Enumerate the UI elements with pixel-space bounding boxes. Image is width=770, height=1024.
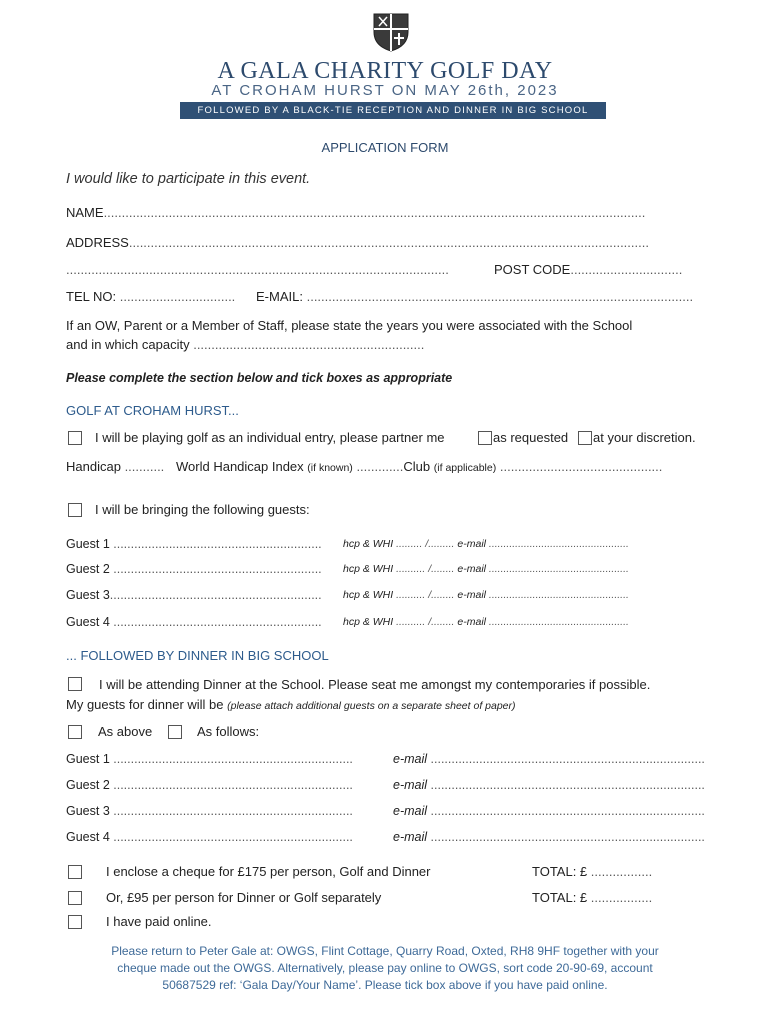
golf-guest-hcp[interactable]: hcp & WHI .......... /........ e-mail ................................................ xyxy=(343,563,629,575)
dinner-email-label: e-mail xyxy=(393,778,428,792)
dinner-email-label: e-mail xyxy=(393,752,428,766)
golf-guest-hcp[interactable]: hcp & WHI ......... /......... e-mail ................................................ xyxy=(343,538,629,550)
dinner-guests-line xyxy=(66,697,516,712)
dinner-guest-row[interactable]: Guest 4 ..................................................................... xyxy=(66,830,353,844)
dinner-email-label: e-mail xyxy=(393,804,428,818)
dinner-guest-row[interactable]: Guest 2 ..................................................................... xyxy=(66,778,353,792)
at-discretion-checkbox[interactable] xyxy=(578,431,592,445)
dinner-guest-email[interactable]: e-mail ............................................................................... xyxy=(393,830,705,844)
golf-guest-label: Guest 2 xyxy=(66,562,110,576)
golf-guest-label: Guest 4 xyxy=(66,615,110,629)
hcp-label: hcp & WHI xyxy=(343,538,394,550)
hcp-label: hcp & WHI xyxy=(343,563,394,575)
individual-entry-checkbox[interactable] xyxy=(68,431,82,445)
guest-email-label: e-mail xyxy=(457,616,486,628)
attending-dinner-label: I will be attending Dinner at the School. Please seat me amongst my contemporaries if possible. xyxy=(99,677,651,692)
cheque-label: I enclose a cheque for £175 per person, Golf and Dinner xyxy=(106,864,431,879)
bringing-guests-label: I will be bringing the following guests: xyxy=(95,502,310,517)
total-label: TOTAL: £ xyxy=(532,890,588,905)
dinner-guests-note: (please attach additional guests on a separate sheet of paper) xyxy=(227,700,516,712)
email-label: E-MAIL: xyxy=(256,289,303,304)
name-field[interactable]: NAME...................................................................................................................................................... xyxy=(66,205,646,220)
golf-guest-label: Guest 3 xyxy=(66,588,110,602)
form-heading: APPLICATION FORM xyxy=(321,140,449,155)
separate-checkbox[interactable] xyxy=(68,891,82,905)
handicap-field[interactable]: Handicap ........... xyxy=(66,459,165,474)
dinner-heading: ... FOLLOWED BY DINNER IN BIG SCHOOL xyxy=(66,648,329,663)
golf-guest-hcp[interactable]: hcp & WHI .......... /........ e-mail ................................................ xyxy=(343,616,629,628)
association-field[interactable]: and in which capacity ................................................................ xyxy=(66,337,425,352)
at-discretion-label: at your discretion. xyxy=(593,430,696,445)
event-banner: FOLLOWED BY A BLACK-TIE RECEPTION AND DINNER IN BIG SCHOOL xyxy=(180,102,606,119)
attending-dinner-checkbox[interactable] xyxy=(68,677,82,691)
whi-if-known: (if known) xyxy=(307,462,353,474)
as-follows-checkbox[interactable] xyxy=(168,725,182,739)
as-requested-label: as requested xyxy=(493,430,569,445)
as-above-label: As above xyxy=(98,724,153,739)
footer-line-1: Please return to Peter Gale at: OWGS, Flint Cottage, Quarry Road, Oxted, RH8 9HF together with your xyxy=(111,944,659,958)
postcode-label: POST CODE xyxy=(494,262,571,277)
footer-line-3: 50687529 ref: ‘Gala Day/Your Name’. Please tick box above if you have paid online. xyxy=(162,978,608,992)
dinner-guest-row[interactable]: Guest 3 ..................................................................... xyxy=(66,804,353,818)
as-requested-checkbox[interactable] xyxy=(478,431,492,445)
name-label: NAME xyxy=(66,205,104,220)
total-label: TOTAL: £ xyxy=(532,864,588,879)
tel-label: TEL NO: xyxy=(66,289,117,304)
club-label: Club xyxy=(403,459,431,474)
bringing-guests-checkbox[interactable] xyxy=(68,503,82,517)
address-label: ADDRESS xyxy=(66,235,129,250)
form-instruction: Please complete the section below and tick boxes as appropriate xyxy=(66,371,453,385)
golf-guest-row[interactable]: Guest 1 ............................................................ xyxy=(66,537,322,551)
separate-label: Or, £95 per person for Dinner or Golf separately xyxy=(106,890,382,905)
tel-field[interactable]: TEL NO: ................................ xyxy=(66,289,236,304)
dinner-guest-label: Guest 4 xyxy=(66,830,110,844)
cheque-total-field[interactable]: TOTAL: £ ................. xyxy=(532,864,653,879)
paid-online-checkbox[interactable] xyxy=(68,915,82,929)
hcp-label: hcp & WHI xyxy=(343,616,394,628)
golf-guest-hcp[interactable]: hcp & WHI .......... /........ e-mail ................................................ xyxy=(343,589,629,601)
separate-total-field[interactable]: TOTAL: £ ................. xyxy=(532,890,653,905)
as-above-checkbox[interactable] xyxy=(68,725,82,739)
guest-email-label: e-mail xyxy=(457,589,486,601)
handicap-label: Handicap xyxy=(66,459,121,474)
cheque-checkbox[interactable] xyxy=(68,865,82,879)
guest-email-label: e-mail xyxy=(457,563,486,575)
individual-entry-label: I will be playing golf as an individual entry, please partner me xyxy=(95,430,445,445)
golf-heading: GOLF AT CROHAM HURST... xyxy=(66,403,239,418)
as-follows-label: As follows: xyxy=(197,724,260,739)
dinner-guest-label: Guest 3 xyxy=(66,804,110,818)
dinner-guest-label: Guest 2 xyxy=(66,778,110,792)
postcode-field[interactable]: POST CODE............................... xyxy=(494,262,683,277)
dinner-guest-label: Guest 1 xyxy=(66,752,110,766)
footer-line-2: cheque made out the OWGS. Alternatively, please pay online to OWGS, sort code 20-90-69, account xyxy=(117,961,653,975)
paid-online-label: I have paid online. xyxy=(106,914,212,929)
dinner-guest-email[interactable]: e-mail ............................................................................... xyxy=(393,804,705,818)
event-title: A GALA CHARITY GOLF DAY xyxy=(217,58,553,84)
dinner-guest-email[interactable]: e-mail ............................................................................... xyxy=(393,752,705,766)
school-crest-icon xyxy=(372,12,410,52)
dinner-guests-label: My guests for dinner will be xyxy=(66,697,224,712)
dinner-guest-row[interactable]: Guest 1 ..................................................................... xyxy=(66,752,353,766)
whi-field[interactable]: World Handicap Index (if known) .............Club (if applicable) ............................................. xyxy=(176,459,663,474)
dinner-guest-email[interactable]: e-mail ............................................................................... xyxy=(393,778,705,792)
hcp-label: hcp & WHI xyxy=(343,589,394,601)
golf-guest-row[interactable]: Guest 3............................................................. xyxy=(66,588,322,602)
form-intro: I would like to participate in this event. xyxy=(66,171,311,187)
dinner-email-label: e-mail xyxy=(393,830,428,844)
association-text-2: and in which capacity xyxy=(66,337,190,352)
golf-guest-row[interactable]: Guest 4 ............................................................ xyxy=(66,615,322,629)
event-subtitle: AT CROHAM HURST ON MAY 26th, 2023 xyxy=(211,82,559,99)
club-if-applicable: (if applicable) xyxy=(433,462,497,474)
email-field[interactable]: E-MAIL: ........................................................................................................... xyxy=(256,289,694,304)
address-line-2[interactable]: .......................................................................................................... xyxy=(66,262,449,277)
golf-guest-label: Guest 1 xyxy=(66,537,110,551)
association-text-1: If an OW, Parent or a Member of Staff, please state the years you were associated with the School xyxy=(66,318,633,333)
guest-email-label: e-mail xyxy=(457,538,486,550)
address-field[interactable]: ADDRESS................................................................................................................................................ xyxy=(66,235,649,250)
whi-label: World Handicap Index xyxy=(176,459,304,474)
golf-guest-row[interactable]: Guest 2 ............................................................ xyxy=(66,562,322,576)
